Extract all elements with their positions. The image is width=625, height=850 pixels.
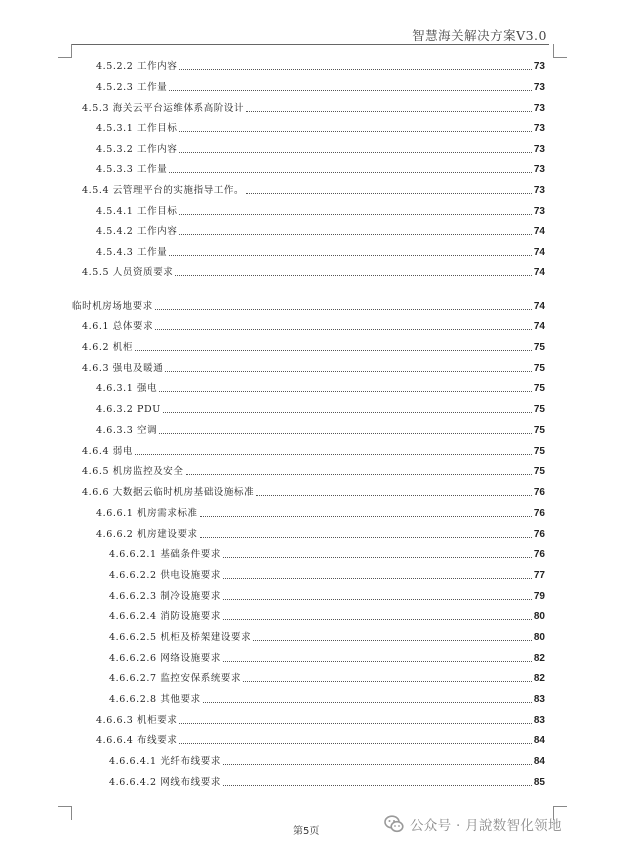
toc-entry[interactable] [96,80,545,94]
toc-leader-dots [179,723,531,724]
toc-entry[interactable] [96,402,545,416]
toc-leader-dots [243,681,532,682]
toc-leader-dots [155,309,532,310]
toc-entry-title: 4.6.3.3 空调 [96,425,158,436]
toc-leader-dots [179,234,531,235]
toc-entry-title: 4.5.2.3 工作量 [96,82,168,93]
toc-entry-title: 4.5.3.1 工作目标 [96,123,178,134]
toc-entry[interactable] [82,361,545,375]
toc-entry-page: 75 [533,363,545,374]
toc-entry-page: 83 [533,694,545,705]
toc-entry-page: 73 [533,103,545,114]
toc-entry-page: 74 [533,301,545,312]
wechat-icon [384,815,404,833]
toc-entry-title: 4.5.2.2 工作内容 [96,61,178,72]
toc-entry-title: 4.6.6.2.6 网络设施要求 [109,653,221,664]
toc-entry-page: 73 [533,164,545,175]
toc-entry-page: 73 [533,206,545,217]
toc-entry-title: 4.6.6.2.5 机柜及桥架建设要求 [109,632,252,643]
toc-leader-dots [169,255,532,256]
toc-entry[interactable] [96,733,545,747]
toc-entry-page: 74 [533,247,545,258]
toc-entry-title: 4.5.4.2 工作内容 [96,226,178,237]
page-number: 第5页 [293,826,320,837]
toc-leader-dots [223,578,532,579]
toc-entry[interactable] [82,101,545,115]
toc-leader-dots [159,391,532,392]
toc-entry[interactable] [82,319,545,333]
toc-entry-page: 76 [533,487,545,498]
toc-entry[interactable] [109,568,545,582]
toc-leader-dots [179,69,531,70]
toc-leader-dots [169,90,532,91]
toc-entry[interactable] [109,630,545,644]
toc-entry-title: 4.5.4.1 工作目标 [96,206,178,217]
toc-entry[interactable] [109,692,545,706]
toc-leader-dots [223,599,532,600]
toc-entry-title: 4.6.3.2 PDU [96,404,161,415]
toc-entry-title: 4.5.3.3 工作量 [96,164,168,175]
toc-leader-dots [223,785,532,786]
toc-entry[interactable] [96,162,545,176]
toc-leader-dots [223,619,532,620]
toc-entry-title: 4.6.6.2.2 供电设施要求 [109,570,221,581]
toc-entry-title: 4.5.3.2 工作内容 [96,144,178,155]
toc-entry-title: 4.5.5 人员资质要求 [82,267,174,278]
crop-mark-bottom-left [58,806,72,820]
toc-leader-dots [223,764,532,765]
toc-leader-dots [175,275,531,276]
toc-entry-page: 73 [533,61,545,72]
toc-entry-title: 4.6.6.2.3 制冷设施要求 [109,591,221,602]
toc-entry[interactable] [109,651,545,665]
toc-entry-title: 4.6.4 弱电 [82,446,133,457]
toc-entry-title: 4.6.6.2 机房建设要求 [96,529,198,540]
toc-entry-title: 4.6.6 大数据云临时机房基础设施标准 [82,487,255,498]
toc-entry[interactable] [109,609,545,623]
toc-leader-dots [179,131,531,132]
toc-entry[interactable] [96,204,545,218]
crop-mark-top-right [553,44,567,58]
toc-entry-page: 79 [533,591,545,602]
watermark-text: 公众号 · 月說数智化领地 [410,818,562,834]
toc-entry[interactable] [82,464,545,478]
toc-leader-dots [223,661,532,662]
toc-entry[interactable] [109,754,545,768]
toc-entry-page: 73 [533,144,545,155]
toc-entry-title: 4.6.6.4.2 网线布线要求 [109,777,221,788]
toc-entry-title: 4.5.4.3 工作量 [96,247,168,258]
toc-entry[interactable] [96,527,545,541]
toc-entry-page: 84 [533,756,545,767]
toc-entry-page: 75 [533,446,545,457]
toc-entry[interactable] [109,547,545,561]
toc-entry[interactable] [96,381,545,395]
toc-entry-page: 82 [533,653,545,664]
toc-entry-title: 4.6.6.3 机柜要求 [96,715,178,726]
toc-leader-dots [253,640,532,641]
toc-entry-title: 4.5.3 海关云平台运维体系高阶设计 [82,103,245,114]
toc-entry-title: 4.6.6.4 布线要求 [96,735,178,746]
toc-leader-dots [246,111,532,112]
toc-leader-dots [200,516,532,517]
toc-leader-dots [200,537,532,538]
toc-entry-page: 74 [533,226,545,237]
toc-leader-dots [135,454,532,455]
toc-entry[interactable] [96,713,545,727]
toc-entry[interactable] [82,485,545,499]
toc-leader-dots [159,433,532,434]
toc-entry-page: 75 [533,383,545,394]
toc-leader-dots [179,214,531,215]
toc-leader-dots [256,495,532,496]
toc-entry-title: 4.6.6.4.1 光纤布线要求 [109,756,221,767]
toc-entry-page: 75 [533,342,545,353]
toc-leader-dots [169,172,532,173]
toc-entry[interactable] [96,245,545,259]
toc-entry-page: 76 [533,529,545,540]
toc-entry-title: 4.6.6.2.1 基础条件要求 [109,549,221,560]
toc-entry[interactable] [109,671,545,685]
toc-entry[interactable] [82,340,545,354]
toc-entry[interactable] [96,423,545,437]
document-header-title: 智慧海关解决方案V3.0 [412,28,547,43]
toc-entry[interactable] [96,121,545,135]
toc-entry-page: 73 [533,185,545,196]
toc-entry[interactable] [82,183,545,197]
toc-entry-page: 84 [533,735,545,746]
toc-entry-title: 4.6.6.2.7 监控安保系统要求 [109,673,242,684]
crop-mark-top-left [58,44,72,58]
toc-entry[interactable] [109,775,545,789]
toc-entry-title: 4.5.4 云管理平台的实施指导工作。 [82,185,245,196]
toc-entry-title: 4.6.6.2.4 消防设施要求 [109,611,221,622]
toc-leader-dots [155,329,532,330]
toc-leader-dots [135,350,532,351]
toc-entry-title: 4.6.3.1 强电 [96,383,158,394]
toc-entry-title: 临时机房场地要求 [72,301,153,312]
toc-entry-page: 85 [533,777,545,788]
toc-leader-dots [165,371,532,372]
toc-entry-page: 75 [533,404,545,415]
toc-entry[interactable] [96,59,545,73]
toc-entry-page: 75 [533,425,545,436]
toc-entry-page: 76 [533,508,545,519]
toc-entry-page: 80 [533,611,545,622]
toc-leader-dots [186,474,532,475]
toc-leader-dots [203,702,532,703]
toc-entry-title: 4.6.6.1 机房需求标准 [96,508,198,519]
toc-entry-title: 4.6.3 强电及暖通 [82,363,164,374]
toc-leader-dots [223,557,532,558]
toc-entry-title: 4.6.1 总体要求 [82,321,154,332]
toc-entry[interactable] [109,589,545,603]
toc-entry[interactable] [96,142,545,156]
toc-leader-dots [179,743,531,744]
toc-entry[interactable] [82,444,545,458]
toc-entry-page: 80 [533,632,545,643]
toc-entry[interactable] [96,224,545,238]
toc-entry-title: 4.6.2 机柜 [82,342,133,353]
toc-entry[interactable] [72,299,545,313]
toc-entry-page: 82 [533,673,545,684]
toc-entry-title: 4.6.5 机房监控及安全 [82,466,184,477]
toc-entry-title: 4.6.6.2.8 其他要求 [109,694,201,705]
toc-entry-page: 83 [533,715,545,726]
toc-leader-dots [179,152,531,153]
toc-entry[interactable] [96,506,545,520]
toc-entry-page: 73 [533,82,545,93]
toc-entry-page: 77 [533,570,545,581]
toc-leader-dots [163,412,532,413]
toc-entry-page: 74 [533,267,545,278]
toc-entry-page: 74 [533,321,545,332]
toc-leader-dots [246,193,532,194]
watermark [384,814,562,834]
toc-entry-page: 76 [533,549,545,560]
toc-entry-page: 73 [533,123,545,134]
header-divider [72,44,549,45]
toc-entry[interactable] [82,265,545,279]
toc-entry-page: 75 [533,466,545,477]
